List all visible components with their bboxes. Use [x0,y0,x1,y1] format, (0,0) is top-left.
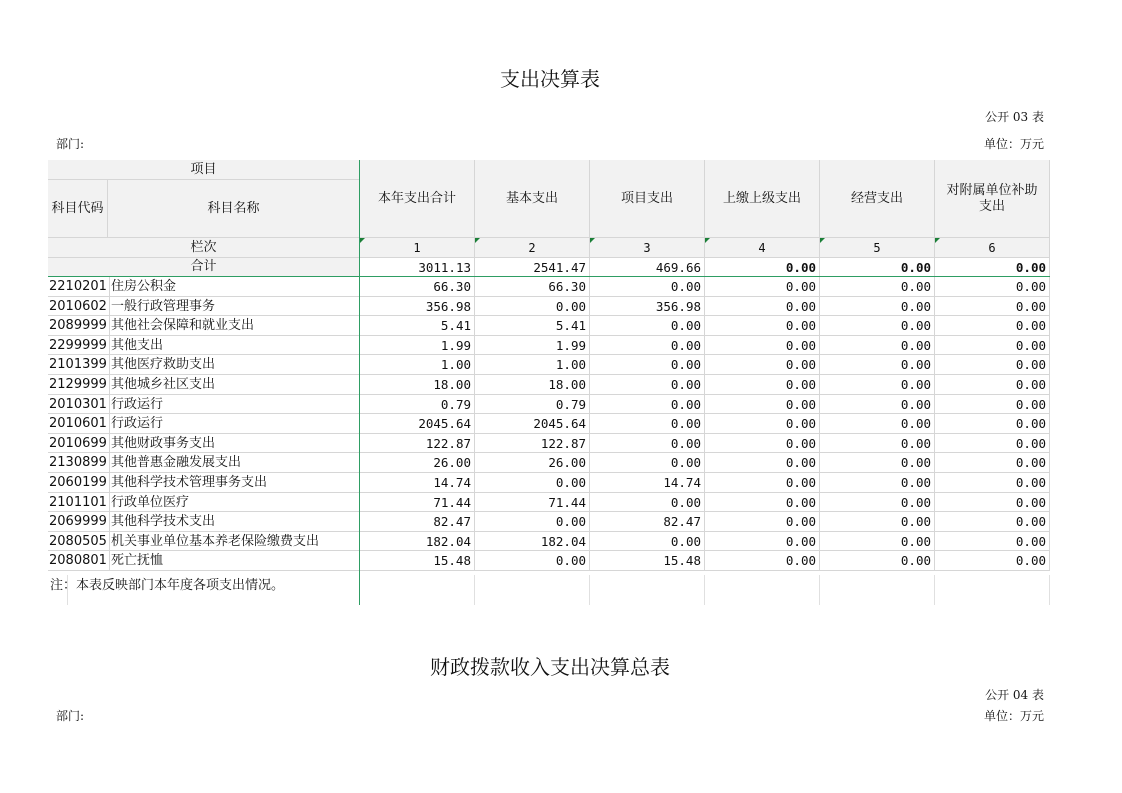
row-value-cell: 0.00 [590,434,705,454]
row-value-cell: 5.41 [475,316,590,336]
row-value-cell: 71.44 [475,493,590,513]
empty-grid-line [48,575,68,605]
row-value-cell: 18.00 [360,375,475,395]
row-value-cell: 122.87 [475,434,590,454]
row-code-cell: 2080505 [48,532,110,552]
row-code-cell: 2101101 [48,493,110,513]
row-name-cell: 机关事业单位基本养老保险缴费支出 [110,532,360,552]
header-num-4: 4 [705,238,820,258]
row-value-cell: 1.00 [475,355,590,375]
row-name-cell: 其他财政事务支出 [110,434,360,454]
header-col-subsidy: 对附属单位补助支出 [935,160,1050,238]
row-value-cell: 0.00 [705,551,820,571]
row-name-cell: 其他社会保障和就业支出 [110,316,360,336]
row-value-cell: 0.00 [705,473,820,493]
row-code-cell: 2010699 [48,434,110,454]
row-value-cell: 0.00 [820,493,935,513]
row-name-cell: 一般行政管理事务 [110,297,360,317]
row-value-cell: 0.00 [935,434,1050,454]
row-value-cell: 0.00 [590,375,705,395]
empty-grid-line [935,575,1050,605]
row-value-cell: 0.00 [820,551,935,571]
row-value-cell: 0.00 [935,336,1050,356]
row-value-cell: 0.00 [590,532,705,552]
row-value-cell: 0.00 [820,395,935,415]
empty-grid-line [68,575,360,605]
row-code-cell: 2080801 [48,551,110,571]
row-value-cell: 0.00 [935,375,1050,395]
row-value-cell: 0.00 [705,532,820,552]
header-project: 项目 [48,160,360,180]
empty-grid-line [475,575,590,605]
row-value-cell: 82.47 [590,512,705,532]
row-name-cell: 行政单位医疗 [110,493,360,513]
row-value-cell: 0.00 [475,473,590,493]
row-value-cell: 66.30 [360,277,475,297]
row-value-cell: 0.00 [820,297,935,317]
header-code-col: 科目代码 [48,180,108,238]
row-value-cell: 0.00 [820,375,935,395]
row-value-cell: 0.00 [935,473,1050,493]
header-num-5: 5 [820,238,935,258]
header-num-6: 6 [935,238,1050,258]
selection-border-horizontal [48,276,1050,277]
row-value-cell: 0.00 [935,414,1050,434]
row-code-cell: 2210201 [48,277,110,297]
row-value-cell: 0.00 [820,434,935,454]
row-name-cell: 行政运行 [110,414,360,434]
row-name-cell: 其他科学技术支出 [110,512,360,532]
row-name-cell: 其他医疗救助支出 [110,355,360,375]
empty-grid-line [360,575,475,605]
row-value-cell: 0.00 [935,277,1050,297]
row-value-cell: 0.00 [820,473,935,493]
row-value-cell: 0.00 [705,434,820,454]
row-value-cell: 1.99 [475,336,590,356]
row-value-cell: 0.00 [705,395,820,415]
total-cell-3: 469.66 [590,258,705,277]
row-value-cell: 182.04 [360,532,475,552]
row-name-cell: 其他支出 [110,336,360,356]
row-value-cell: 0.79 [475,395,590,415]
row-value-cell: 182.04 [475,532,590,552]
row-value-cell: 0.00 [590,336,705,356]
table2-code: 公开 04 表 [985,688,1044,702]
row-code-cell: 2130899 [48,453,110,473]
row-code-cell: 2089999 [48,316,110,336]
total-cell-6: 0.00 [935,258,1050,277]
row-value-cell: 0.00 [705,316,820,336]
row-value-cell: 0.00 [935,355,1050,375]
row-code-cell: 2069999 [48,512,110,532]
table1-code: 公开 03 表 [985,110,1044,124]
row-name-cell: 行政运行 [110,395,360,415]
table-note: 注：本表反映部门本年度各项支出情况。 [50,578,285,593]
row-value-cell: 0.00 [705,375,820,395]
table1-department-label: 部门: [56,137,85,151]
row-value-cell: 0.00 [820,532,935,552]
row-value-cell: 82.47 [360,512,475,532]
row-value-cell: 0.00 [820,355,935,375]
row-value-cell: 0.00 [705,297,820,317]
row-code-cell: 2010301 [48,395,110,415]
row-value-cell: 2045.64 [360,414,475,434]
row-value-cell: 0.00 [590,316,705,336]
row-value-cell: 15.48 [360,551,475,571]
expense-table [48,160,1050,605]
header-col-business: 经营支出 [820,160,935,238]
row-value-cell: 15.48 [590,551,705,571]
table2-title: 财政拨款收入支出决算总表 [430,655,670,679]
row-name-cell: 住房公积金 [110,277,360,297]
row-value-cell: 0.00 [705,414,820,434]
header-lanci: 栏次 [48,238,360,258]
row-value-cell: 0.00 [935,493,1050,513]
total-cell-4: 0.00 [705,258,820,277]
row-code-cell: 2299999 [48,336,110,356]
row-value-cell: 0.00 [705,493,820,513]
row-value-cell: 26.00 [360,453,475,473]
header-num-2: 2 [475,238,590,258]
row-value-cell: 356.98 [590,297,705,317]
header-num-3: 3 [590,238,705,258]
row-name-cell: 死亡抚恤 [110,551,360,571]
total-cell-1: 3011.13 [360,258,475,277]
header-col-total: 本年支出合计 [360,160,475,238]
row-value-cell: 0.00 [590,355,705,375]
row-value-cell: 0.79 [360,395,475,415]
row-value-cell: 5.41 [360,316,475,336]
row-value-cell: 0.00 [590,277,705,297]
row-value-cell: 0.00 [705,512,820,532]
row-value-cell: 0.00 [935,532,1050,552]
header-col-project: 项目支出 [590,160,705,238]
row-value-cell: 0.00 [705,336,820,356]
row-value-cell: 0.00 [475,512,590,532]
row-value-cell: 356.98 [360,297,475,317]
row-name-cell: 其他城乡社区支出 [110,375,360,395]
row-code-cell: 2101399 [48,355,110,375]
row-value-cell: 122.87 [360,434,475,454]
header-name-col: 科目名称 [108,180,360,238]
row-value-cell: 0.00 [475,297,590,317]
row-value-cell: 66.30 [475,277,590,297]
row-value-cell: 0.00 [820,336,935,356]
row-value-cell: 0.00 [705,355,820,375]
row-code-cell: 2010602 [48,297,110,317]
row-value-cell: 0.00 [705,453,820,473]
total-cell-5: 0.00 [820,258,935,277]
row-name-cell: 其他普惠金融发展支出 [110,453,360,473]
row-value-cell: 2045.64 [475,414,590,434]
row-value-cell: 14.74 [360,473,475,493]
row-value-cell: 0.00 [590,453,705,473]
row-value-cell: 0.00 [820,414,935,434]
row-value-cell: 0.00 [935,395,1050,415]
table2-unit-label: 单位：万元 [983,709,1044,723]
header-col-upper: 上缴上级支出 [705,160,820,238]
selection-border-vertical [359,160,360,605]
empty-grid-line [705,575,820,605]
row-value-cell: 1.00 [360,355,475,375]
row-value-cell: 0.00 [590,493,705,513]
row-value-cell: 0.00 [820,512,935,532]
header-num-1: 1 [360,238,475,258]
row-value-cell: 0.00 [820,277,935,297]
row-value-cell: 18.00 [475,375,590,395]
row-value-cell: 0.00 [935,453,1050,473]
row-value-cell: 0.00 [590,395,705,415]
table1-unit-label: 单位：万元 [983,137,1044,151]
row-value-cell: 0.00 [935,316,1050,336]
row-value-cell: 0.00 [935,551,1050,571]
total-cell-2: 2541.47 [475,258,590,277]
row-code-cell: 2060199 [48,473,110,493]
table2-department-label: 部门: [56,709,85,723]
row-code-cell: 2010601 [48,414,110,434]
row-code-cell: 2129999 [48,375,110,395]
table1-title: 支出决算表 [500,67,600,91]
row-value-cell: 0.00 [935,297,1050,317]
row-value-cell: 26.00 [475,453,590,473]
row-value-cell: 0.00 [820,316,935,336]
row-value-cell: 0.00 [935,512,1050,532]
row-value-cell: 71.44 [360,493,475,513]
row-value-cell: 0.00 [705,277,820,297]
empty-grid-line [590,575,705,605]
header-col-basic: 基本支出 [475,160,590,238]
row-value-cell: 0.00 [475,551,590,571]
row-value-cell: 1.99 [360,336,475,356]
row-value-cell: 14.74 [590,473,705,493]
total-row-label: 合计 [48,258,360,277]
row-name-cell: 其他科学技术管理事务支出 [110,473,360,493]
empty-grid-line [820,575,935,605]
row-value-cell: 0.00 [820,453,935,473]
row-value-cell: 0.00 [590,414,705,434]
